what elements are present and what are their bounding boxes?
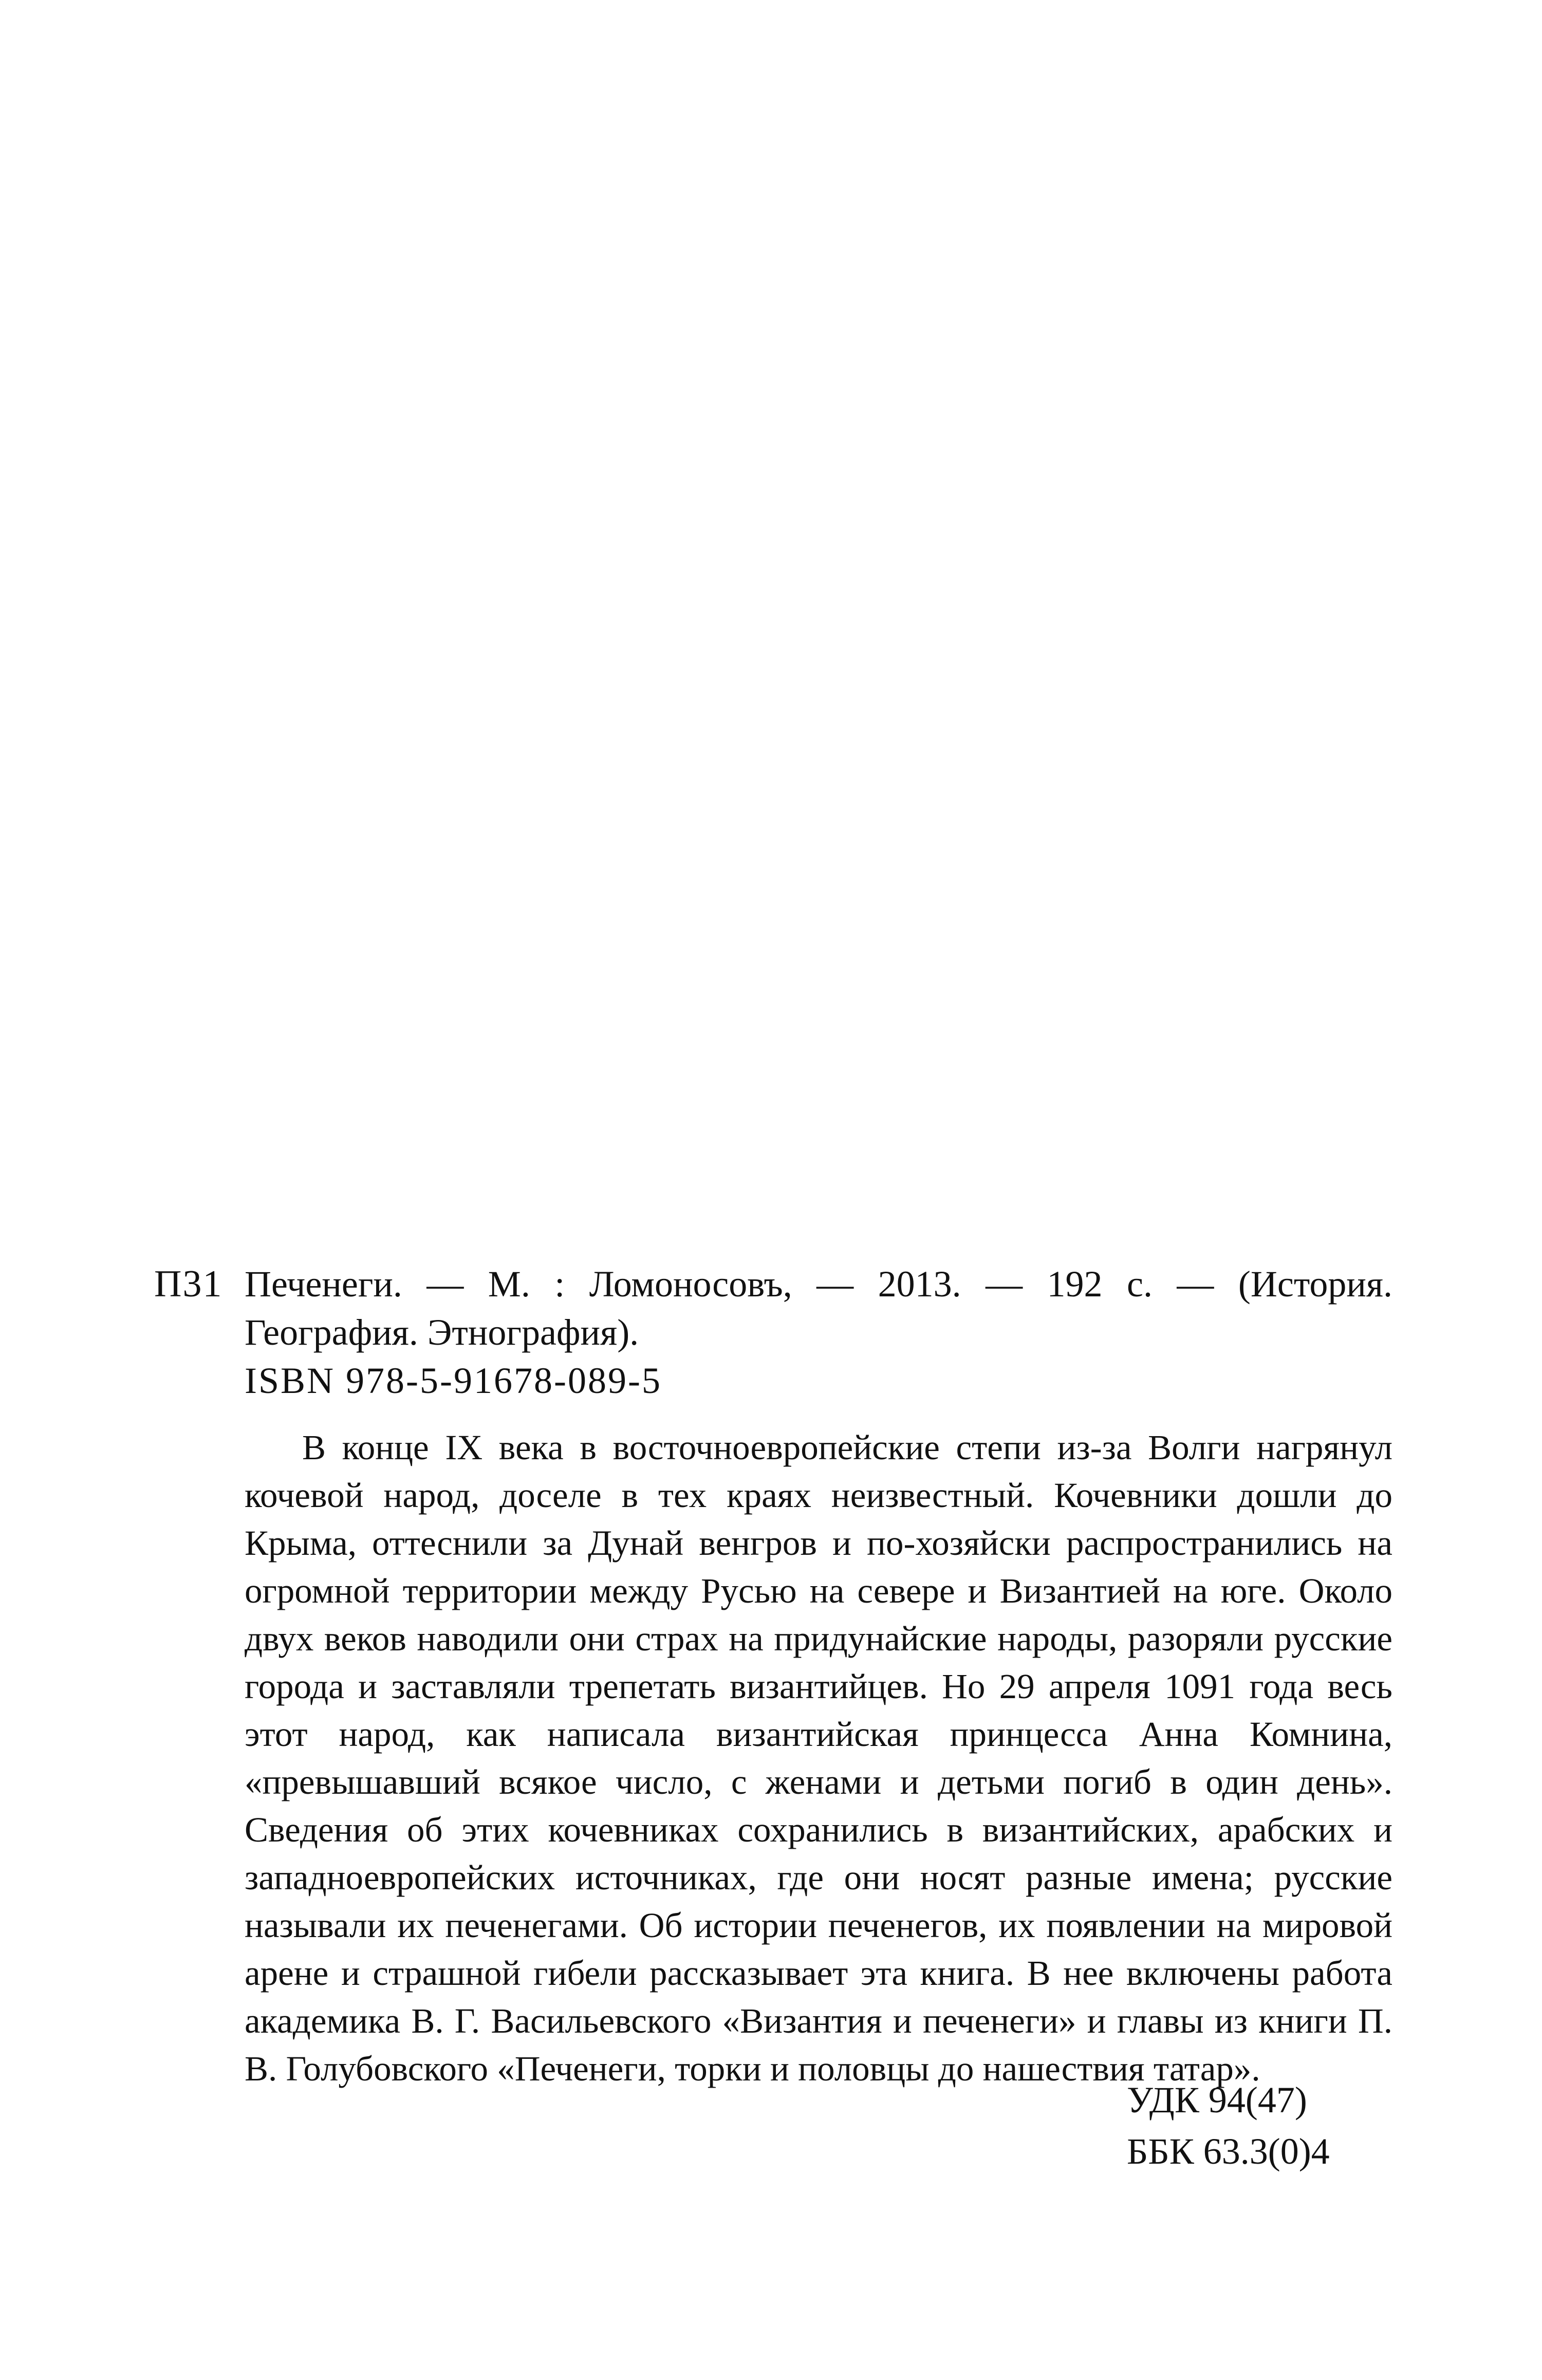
bibliographic-record (154, 1260, 1392, 1405)
bibliographic-entry: Печенеги. — М. : Ломоносовъ, — 2013. — 192 с. — (История. География. Этнография). (245, 1263, 1392, 1353)
isbn-number: ISBN 978-5-91678-089-5 (245, 1360, 662, 1401)
classification-codes (1127, 2074, 1330, 2177)
udk-code: УДК 94(47) (1127, 2079, 1307, 2121)
bbk-code: ББК 63.3(0)4 (1127, 2131, 1330, 2172)
author-sign-code: П31 (154, 1263, 223, 1305)
book-annotation: В конце IX века в восточноевропейские степи из-за Волги нагрянул кочевой народ, доселе в тех краях неизвестный. Кочевники дошли до Крыма, оттеснили за Дунай венгров и по-хозяйски распространились на огромной территории между Русью на севере и Византией на юге. Около двух веков наводили они страх на придунайские народы, разоряли русские города и заставляли трепетать византийцев. Но 29 апреля 1091 года весь этот народ, как написала византийская принцесса Анна Комнина, «превышавший всякое число, с женами и детьми погиб в один день». Сведения об этих кочевниках сохранились в византийских, арабских и западноевропейских источниках, где они носят разные имена; русские называли их печенегами. Об истории печенегов, их появлении на мировой арене и страшной гибели рассказывает эта книга. В нее включены работа академика В. Г. Васильевского «Византия и печенеги» и главы из книги П. В. Голубовского «Печенеги, торки и половцы до нашествия татар». (245, 1428, 1392, 2088)
